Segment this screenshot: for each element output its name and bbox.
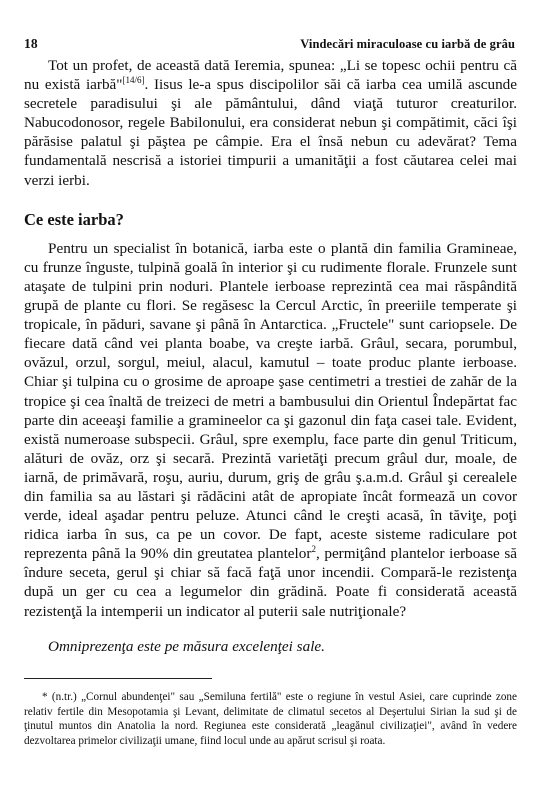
footnote-divider: [24, 678, 212, 679]
paragraph-1-text-a: Tot un profet, de această dată Ieremia, spunea: „Li se topesc ochii pentru că nu există iarbă": [24, 57, 517, 94]
paragraph-2-text-b: , permiţând plantelor ierboase să îndure seceta, gerul şi chiar să facă faţă unor incendii. Compară-le rezistenţa după un ger cu cea a legumelor din grădină. Poate fi considerată această rezistenţă la intemperii un indicator al puterii sale nutriţionale?: [24, 545, 517, 620]
paragraph-2: [24, 239, 517, 621]
page-number: 18: [24, 36, 38, 51]
paragraph-2-text-a: Pentru un specialist în botanică, iarba este o plantă din familia Gramineae, cu frunze înguste, tulpină goală în interior şi cu rudimente florale. Frunzele sunt ataşate de tulpini prin noduri. Plantele ierboase reprezintă cea mai răspândită grupă de plante cu flori. Se regăsesc la Cercul Arctic, în preeriile temperate şi tropicale, în păduri, savane şi până în Antarctica. „Fructele" sunt cariopsele. De fiecare dată când vei planta boabe, va creşte iarbă. Grâul, secara, porumbul, ovăzul, orzul, sorgul, meiul, alacul, kamutul – toate produc plante ierboase. Chiar şi tulpina cu o grosime de aproape şase centimetri a trestiei de zahăr de la tropice şi cea înaltă de treizeci de metri a bambusului din Orientul Îndepărtat fac parte din aceeaşi familie a gramineelor ca şi gazonul din faţa casei tale. Evident, există numeroase subspecii. Grâul, spre exemplu, face parte din genul Triticum, alături de ovăz, orz şi secară. Prezintă varietăţi precum grâul dur, moale, de iarnă, de primăvară, roşu, auriu, durum, griş de grâu ş.a.m.d. Grâul şi cerealele din familia sa au lăstari şi rădăcini atât de apropiate încât formează un covor verde, ideal aşadar pentru peluze. Atunci când le creşti acasă, în tăviţe, poţi ridica iarba în sus, ca pe un covor. De fapt, aceste sisteme radiculare pot reprezenta până la 90% din greutatea plantelor: [24, 239, 517, 563]
footnote-marker: 2: [311, 544, 316, 555]
paragraph-1-text-b: . Iisus le-a spus discipolilor săi că iarba cea umilă ascunde secretele paradisului şi ale pământului, dând viaţă tuturor creaturilor. Nabucodonosor, regele Babilonului, era considerat nebun şi compătimit, căci îşi părăsise palatul şi păştea pe câmpie. Era el însă nebun cu adevărat? Tema fundamentală nescrisă a istoriei timpurii a umanităţii a fost căutarea celei mai verzi ierbi.: [24, 76, 517, 189]
reference-superscript: [14/6]: [122, 75, 145, 86]
page-body: [24, 56, 517, 656]
running-title: Vindecări miraculoase cu iarbă de grâu: [300, 37, 515, 51]
paragraph-1: [24, 56, 517, 190]
closing-quote: Omniprezenţa este pe măsura excelenţei sale.: [48, 637, 325, 655]
footnote: * (n.tr.) „Cornul abundenţei" sau „Semiluna fertilă" este o regiune în vestul Asiei, care cuprinde zone relativ fertile din Mesopotamia şi Levant, delimitate de climatul secetos al Deşertului Sirian la sud şi de ţinutul muntos din Anatolia la nord. Regiunea este considerată „leagănul civilizaţiei", având în vedere dezvoltarea primelor civilizaţii umane, fiind locul unde au apărut scrisul şi roata.: [24, 691, 517, 747]
section-title: Ce este iarba?: [24, 209, 124, 229]
page-header: [24, 36, 515, 52]
